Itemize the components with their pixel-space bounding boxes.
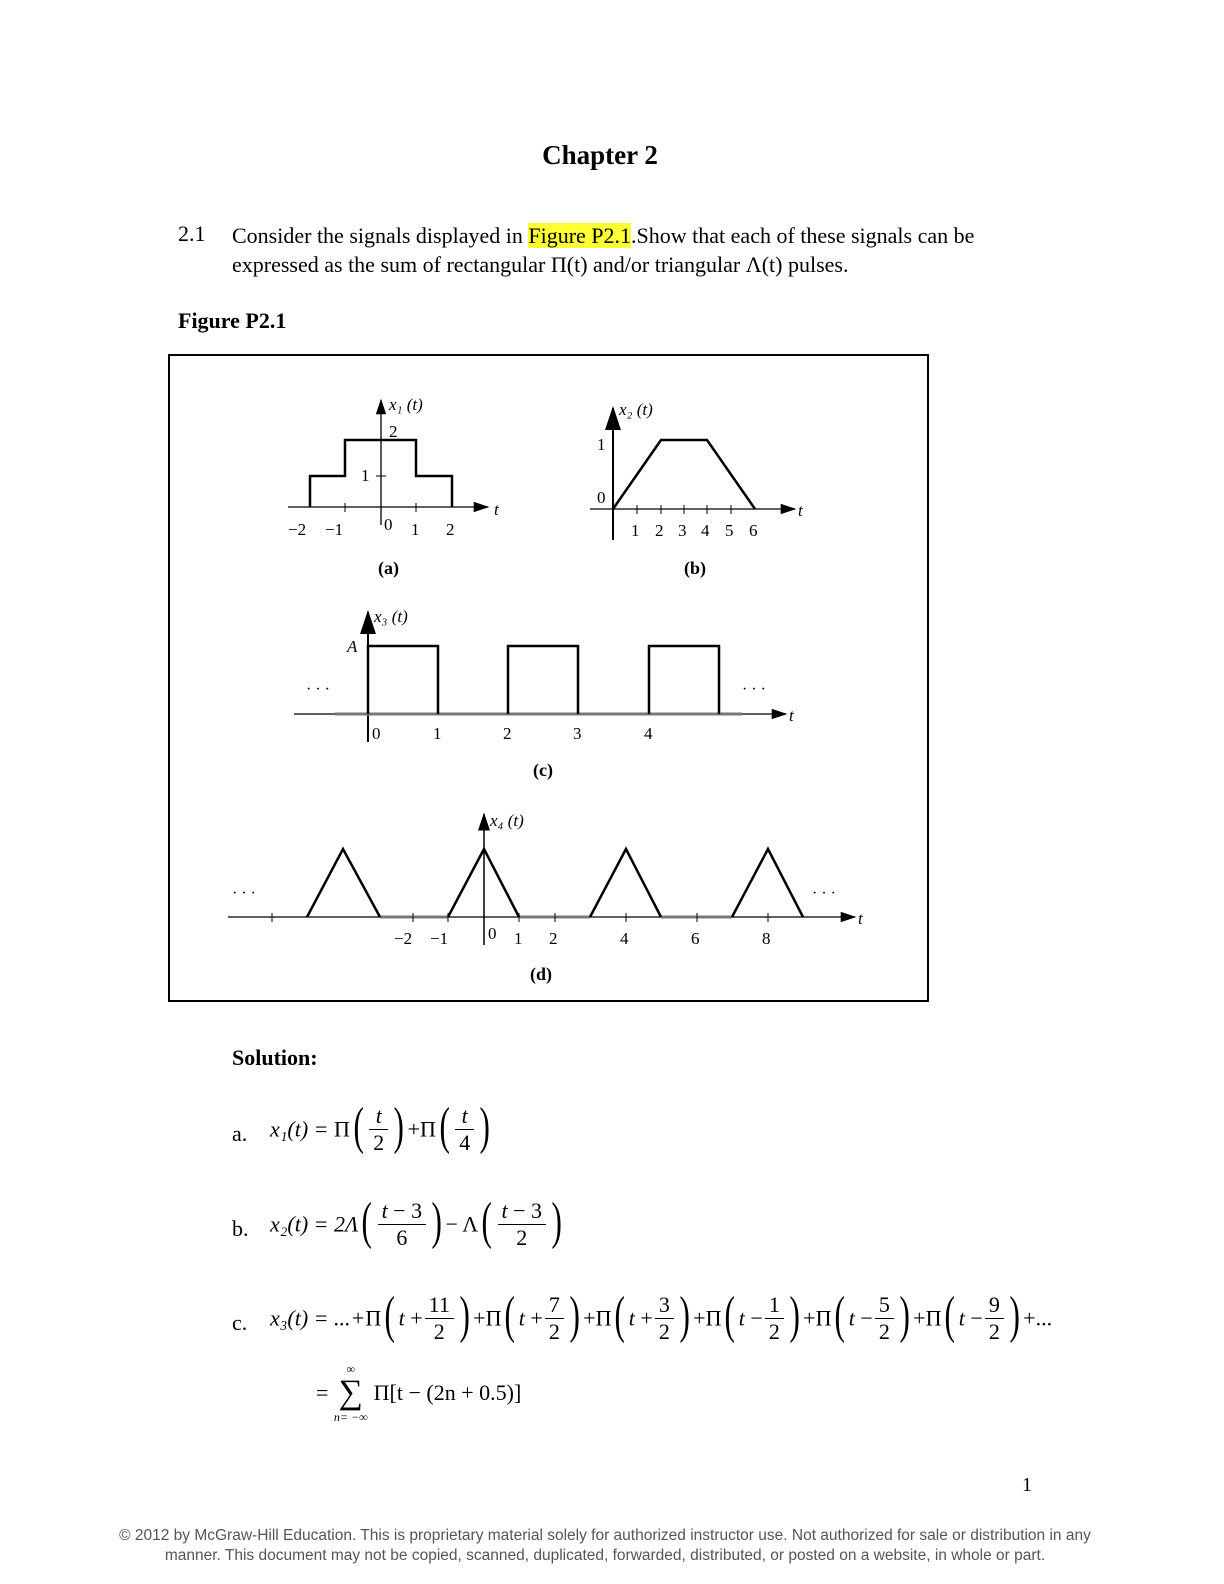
plot-a-caption: (a) xyxy=(378,558,399,578)
plot-d-signal-label: x₄ (t) xyxy=(490,811,524,830)
plot-c-x-tick: 1 xyxy=(433,724,442,743)
summation-body: Π[t − (2n + 0.5)] xyxy=(373,1380,522,1405)
page-number: 1 xyxy=(1022,1474,1032,1496)
plot-c-x-tick: 3 xyxy=(573,724,582,743)
solution-b-label: b. xyxy=(232,1216,249,1241)
plot-c-x-tick: 2 xyxy=(503,724,512,743)
plot-b-caption: (b) xyxy=(684,558,706,578)
summation-lower: n= −∞ xyxy=(333,1410,368,1424)
solution-a-equation: x₁(t) = Π( $\frac{t}{2}$ ) +Π( $\frac{t}{4}$ ) xyxy=(270,1097,491,1155)
plot-c xyxy=(294,607,795,781)
plot-d-ellipsis-left: · · · xyxy=(232,885,256,902)
plot-b-x-tick: 2 xyxy=(655,521,664,540)
plot-a-y-tick: 2 xyxy=(389,422,398,441)
solution-c-equation: x₃(t) = ...+Π( t + $\frac{11}{2}$ ) +Π( t + $\frac{7}{2}$ ) +Π( t + $\frac{3}{2}$ ) +Π( t − $\frac{1}{2}$ ) +Π( t − $\frac{5}{2}$ ) +Π( t − $\frac{9}{2}$ ) +... xyxy=(270,1286,1053,1344)
plot-b-y-tick: 1 xyxy=(597,435,606,454)
plot-b-x-tick: 3 xyxy=(678,521,687,540)
plot-a-x-tick: −2 xyxy=(288,520,307,539)
plot-b-axis-var: t xyxy=(798,501,803,520)
plot-d-x-tick: 4 xyxy=(620,929,629,948)
plot-a-y-tick: 1 xyxy=(361,466,370,485)
solution-b-lhs: x₂(t) = 2Λ xyxy=(270,1211,359,1237)
solution-c-sum-lhs: = xyxy=(316,1380,334,1405)
plot-c-amplitude-label: A xyxy=(347,637,358,656)
solution-a-lhs: x₁(t) = xyxy=(270,1116,335,1142)
plot-b-x-tick: 6 xyxy=(749,521,758,540)
solution-c-label: c. xyxy=(232,1310,248,1335)
plot-b-x-tick: 1 xyxy=(631,521,640,540)
solution-c-sum-equation xyxy=(316,1362,521,1424)
summation: ∞ ∑ n= −∞ xyxy=(333,1362,368,1424)
plot-d-x-tick: −2 xyxy=(394,929,413,948)
plot-d-caption: (d) xyxy=(530,964,552,984)
plot-a-x-tick: −1 xyxy=(325,520,344,539)
plot-a xyxy=(288,395,500,579)
plot-a-signal-label: x₁ (t) xyxy=(389,395,423,414)
plot-d-x-tick: 6 xyxy=(691,929,700,948)
plot-a-x-tick: 1 xyxy=(411,520,420,539)
solution-a-label: a. xyxy=(232,1121,248,1146)
plot-b-x-tick: 5 xyxy=(725,521,734,540)
plot-b-signal-label: x₂ (t) xyxy=(619,400,653,419)
plot-c-x-tick: 4 xyxy=(644,724,653,743)
plot-d-x-tick: 8 xyxy=(762,929,771,948)
plot-c-signal-label: x₃ (t) xyxy=(374,607,408,626)
figure-link[interactable]: Figure P2.1 xyxy=(528,223,632,248)
plot-c-axis-var: t xyxy=(789,706,794,725)
copyright-footer: © 2012 by McGraw-Hill Education. This is proprietary material solely for authorized instructor use. Not authorized for sale or distribution in any manner. This document may not be copied, scanned, duplicated, forwarded, distributed, or posted on a website, in whole or part. xyxy=(119,1527,1091,1564)
plot-a-x-tick: 2 xyxy=(446,520,455,539)
plot-c-caption: (c) xyxy=(533,760,553,780)
solution-b-equation: x₂(t) = 2Λ( $\frac{t - 3}{6}$ ) − Λ( $\frac{t - 3}{2}$ ) xyxy=(270,1192,562,1250)
plot-d xyxy=(228,811,864,985)
plot-d-x-tick: 0 xyxy=(488,924,497,943)
problem-text-before: Consider the signals displayed in xyxy=(232,223,529,248)
plot-a-x-tick: 0 xyxy=(384,515,393,534)
figure-label: Figure P2.1 xyxy=(178,308,287,333)
problem-number: 2.1 xyxy=(178,221,206,246)
problem-text-after: .Show that each of these signals can be expressed as the sum of rectangular Π(t) and/or triangular Λ(t) pulses. xyxy=(232,223,975,277)
plot-d-x-tick: 1 xyxy=(514,929,523,948)
plot-d-ellipsis-right: · · · xyxy=(812,885,836,902)
plot-c-ellipsis-right: · · · xyxy=(742,681,766,698)
plot-d-axis-var: t xyxy=(858,909,863,928)
chapter-title: Chapter 2 xyxy=(542,140,658,170)
plot-c-x-tick: 0 xyxy=(372,724,381,743)
plot-b-y-tick: 0 xyxy=(597,488,606,507)
plot-b xyxy=(590,400,804,579)
plot-d-x-tick: 2 xyxy=(549,929,558,948)
plot-a-axis-var: t xyxy=(494,500,499,519)
solution-heading: Solution: xyxy=(232,1045,318,1070)
plot-b-x-tick: 4 xyxy=(701,521,710,540)
solution-c-lhs: x₃(t) = ...+ xyxy=(270,1305,366,1331)
plot-d-x-tick: −1 xyxy=(430,929,449,948)
plot-c-ellipsis-left: · · · xyxy=(306,681,330,698)
summation-upper: ∞ xyxy=(346,1362,356,1376)
